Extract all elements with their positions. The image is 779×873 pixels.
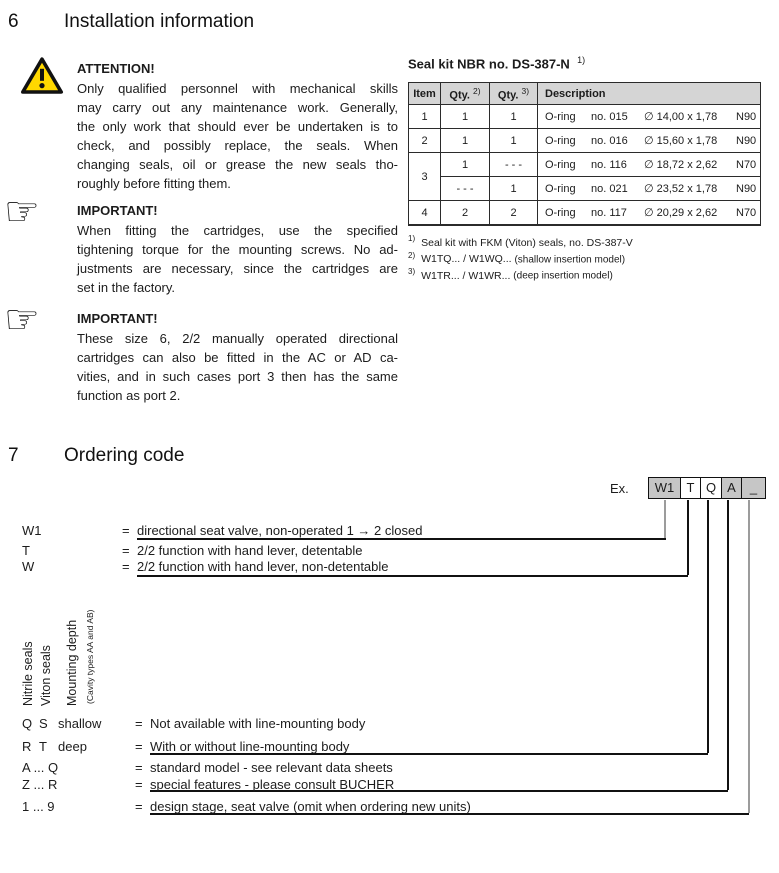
ordering-row	[0, 716, 779, 732]
seal-kit-title-text: Seal kit NBR no. DS-387-N	[408, 56, 570, 72]
depth-word: deep	[58, 739, 87, 754]
table-row	[409, 177, 761, 201]
equals-sign: =	[135, 739, 143, 754]
cell-item: 4	[409, 201, 441, 226]
important2-line: cartridges can also be fitted in the AC or AD ca-	[77, 350, 398, 365]
cell-qty2: 1	[441, 153, 490, 177]
cell-description: O-ring no. 117 ∅ 20,29 x 2,62 N70	[538, 201, 761, 226]
code-label: W1	[22, 523, 42, 538]
ordering-row	[0, 559, 779, 575]
footnote: $^{3)}$ W1TR... / W1WR... (deep insertion model)	[408, 267, 613, 282]
cell-description: O-ring no. 021 ∅ 23,52 x 1,78 N90	[538, 177, 761, 201]
label-mounting-depth: Mounting depth	[65, 619, 79, 706]
equals-sign: =	[122, 559, 130, 574]
col-qty2: Qty. $^{2)}$	[441, 83, 490, 105]
ordering-row	[0, 760, 779, 776]
col-item: Item	[409, 83, 441, 105]
attention-line: roughly before fitting them.	[77, 176, 231, 191]
cell-qty3: 1	[490, 105, 538, 129]
code-description: design stage, seat valve (omit when ordering new units)	[150, 799, 471, 814]
code-description: 2/2 function with hand lever, non-detentable	[137, 559, 389, 574]
important1-heading: IMPORTANT!	[77, 203, 158, 218]
code-label: W	[22, 559, 35, 574]
pointing-hand-icon: ☞	[4, 297, 40, 343]
table-row	[409, 129, 761, 153]
code-box-w1: W1	[649, 478, 680, 498]
ordering-row	[0, 523, 779, 539]
code-description: special features - please consult BUCHER	[150, 777, 395, 792]
code-box-t: T	[680, 478, 700, 498]
code-label: T	[22, 543, 30, 558]
code-label: A ... Q	[22, 760, 59, 775]
label-cavity-types: (Cavity types AA and AB)	[85, 609, 95, 704]
important2-line: function as port 2.	[77, 388, 181, 403]
col-qty3: Qty. $^{3)}$	[490, 83, 538, 105]
code-description: standard model - see relevant data sheets	[150, 760, 393, 775]
important1-body	[77, 221, 398, 297]
seal-kit-title	[408, 55, 585, 71]
code-letter-viton: T	[39, 739, 47, 754]
warning-triangle-icon	[20, 56, 64, 101]
code-box-q: Q	[700, 478, 721, 498]
code-letter-viton: S	[39, 716, 48, 731]
table-row	[409, 201, 761, 226]
cell-qty3: 1	[490, 129, 538, 153]
ordering-row	[0, 543, 779, 559]
code-label: 1 ... 9	[22, 799, 55, 814]
attention-heading: ATTENTION!	[77, 61, 155, 76]
footnotes	[408, 233, 633, 283]
cell-qty3: - - -	[490, 153, 538, 177]
cell-qty2: - - -	[441, 177, 490, 201]
equals-sign: =	[135, 760, 143, 775]
cell-qty2: 1	[441, 129, 490, 153]
cell-description: O-ring no. 015 ∅ 14,00 x 1,78 N90	[538, 105, 761, 129]
attention-line: check, and possibly replace, the seals. When	[77, 138, 398, 153]
cell-item: 1	[409, 105, 441, 129]
pointing-hand-icon: ☞	[4, 189, 40, 235]
ordering-row	[0, 777, 779, 793]
code-letter-nitrile: R	[22, 739, 32, 754]
attention-line: may carry out any maintenance work. Generally,	[77, 100, 398, 115]
code-description: With or without line-mounting body	[150, 739, 350, 754]
cell-item: 2	[409, 129, 441, 153]
important2-line: These size 6, 2/2 manually operated directional	[77, 331, 398, 346]
seal-kit-table	[408, 82, 761, 226]
ordering-row	[0, 799, 779, 815]
important2-line: vities, and in such cases port 3 then has the same	[77, 369, 398, 384]
table-row	[409, 153, 761, 177]
cell-qty2: 1	[441, 105, 490, 129]
label-viton-seals: Viton seals	[39, 645, 53, 706]
code-letter-nitrile: Q	[22, 716, 33, 731]
cell-description: O-ring no. 116 ∅ 18,72 x 2,62 N70	[538, 153, 761, 177]
underline-w-row	[137, 575, 688, 577]
code-box-blank: _	[741, 478, 765, 498]
ordering-code-boxes	[648, 477, 766, 499]
attention-line: changing seals, oil or grease the new seals tho-	[77, 157, 398, 172]
section7-title: Ordering code	[64, 445, 185, 466]
important2-heading: IMPORTANT!	[77, 311, 158, 326]
equals-sign: =	[122, 543, 130, 558]
cell-qty3: 2	[490, 201, 538, 226]
attention-line: the only work that should ever be undertaken is to	[77, 119, 398, 134]
code-description: directional seat valve, non-operated 1 → 2 closed	[137, 523, 423, 538]
example-label: Ex.	[610, 481, 629, 496]
equals-sign: =	[135, 716, 143, 731]
section7-number: 7	[8, 445, 19, 466]
footnote: $^{2)}$ W1TQ... / W1WQ... (shallow insertion model)	[408, 250, 626, 265]
equals-sign: =	[135, 799, 143, 814]
code-description: 2/2 function with hand lever, detentable	[137, 543, 363, 558]
code-description: Not available with line-mounting body	[150, 716, 366, 731]
attention-body	[77, 79, 398, 193]
seal-kit-title-footnote-marker: 1)	[577, 55, 586, 65]
code-label: Z ... R	[22, 777, 58, 792]
important1-line: justments are necessary, since the cartridges are	[77, 261, 398, 276]
important1-line: set in the factory.	[77, 280, 176, 295]
important2-body	[77, 329, 398, 405]
table-header-row	[409, 83, 761, 105]
col-description: Description	[538, 83, 761, 105]
table-row	[409, 105, 761, 129]
attention-line: Only qualified personnel with mechanical skills	[77, 81, 398, 96]
footnote: $^{1)}$ Seal kit with FKM (Viton) seals, no. DS-387-V	[408, 234, 633, 249]
ordering-row	[0, 739, 779, 755]
section6-title: Installation information	[64, 11, 255, 32]
depth-word: shallow	[58, 716, 102, 731]
important1-line: tightening torque for the mounting screws. No ad-	[77, 242, 398, 257]
label-nitrile-seals: Nitrile seals	[21, 641, 35, 706]
cell-qty3: 1	[490, 177, 538, 201]
section6-number: 6	[8, 11, 19, 32]
equals-sign: =	[122, 523, 130, 538]
important1-line: When fitting the cartridges, use the specified	[77, 223, 398, 238]
cell-description: O-ring no. 016 ∅ 15,60 x 1,78 N90	[538, 129, 761, 153]
equals-sign: =	[135, 777, 143, 792]
code-box-a: A	[721, 478, 741, 498]
cell-qty2: 2	[441, 201, 490, 226]
cell-item: 3	[409, 153, 441, 201]
